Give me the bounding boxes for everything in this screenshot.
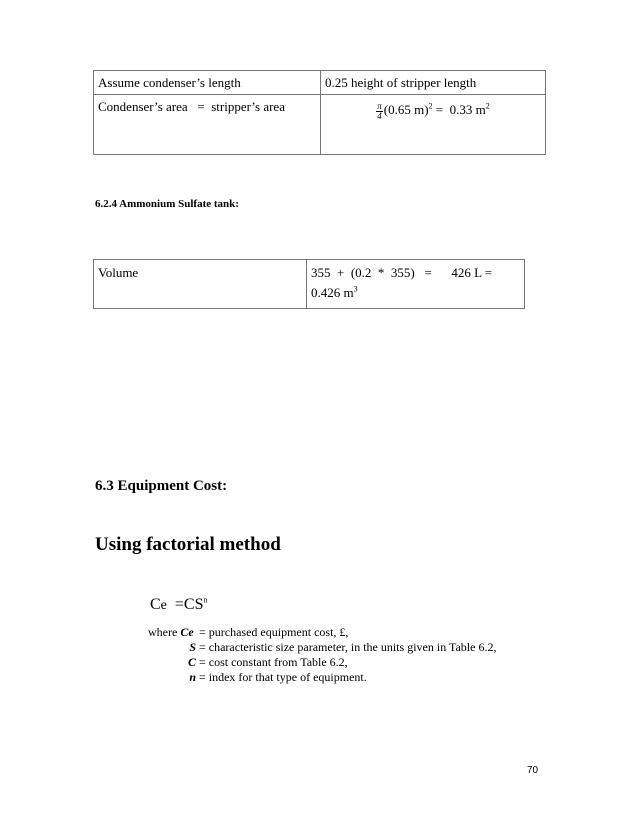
equation-subscript: e (160, 598, 167, 613)
formula-main: (0.65 m) (383, 102, 429, 117)
definition-row (148, 640, 496, 655)
method-heading: Using factorial method (95, 534, 281, 555)
formula-exponent: 2 (428, 101, 433, 111)
area-label: Condenser’s area = stripper’s area (98, 99, 285, 114)
volume-table (93, 259, 525, 309)
definition-symbol: Ce (180, 625, 194, 639)
pi-over-four-fraction (376, 102, 383, 121)
condenser-table (93, 70, 546, 155)
definition-text: = cost constant from Table 6.2, (196, 655, 348, 669)
fraction-denominator: 4 (377, 110, 382, 121)
table-row (94, 260, 525, 309)
definition-row (148, 625, 496, 640)
formula-result: = 0.33 m (432, 102, 486, 117)
variable-definitions (148, 625, 496, 685)
volume-line-2 (311, 283, 520, 303)
table-cell-label: Assume condenser’s length (94, 71, 321, 95)
table-cell-label (94, 95, 321, 155)
equation-lhs: C (150, 596, 161, 613)
table-cell-label: Volume (94, 260, 307, 309)
area-formula (321, 95, 546, 155)
definition-symbol: S (189, 640, 196, 654)
section-heading-624: 6.2.4 Ammonium Sulfate tank: (95, 198, 239, 210)
where-word: where (148, 625, 181, 639)
definition-row (148, 670, 496, 685)
volume-calculation (307, 260, 525, 309)
unit-exponent: 2 (485, 101, 490, 111)
definition-symbol: n (189, 670, 196, 684)
table-row (94, 71, 546, 95)
volume-value: 0.426 m (311, 285, 354, 300)
table-row (94, 95, 546, 155)
page-number: 70 (527, 765, 539, 776)
definition-text: = index for that type of equipment. (196, 670, 367, 684)
volume-exponent: 3 (353, 284, 358, 294)
section-heading-63: 6.3 Equipment Cost: (95, 478, 228, 494)
cost-equation (150, 596, 207, 614)
definition-symbol: C (187, 655, 196, 669)
definition-text: = characteristic size parameter, in the units given in Table 6.2, (196, 640, 497, 654)
equation-rhs: =CS (166, 596, 204, 613)
definition-text: = purchased equipment cost, £, (196, 625, 349, 639)
definition-row (148, 655, 496, 670)
volume-line-1: 355 + (0.2 * 355) = 426 L = (311, 265, 493, 280)
equation-exponent: n (203, 595, 208, 605)
table-cell-value: 0.25 height of stripper length (321, 71, 546, 95)
fraction-numerator: π (377, 100, 382, 111)
